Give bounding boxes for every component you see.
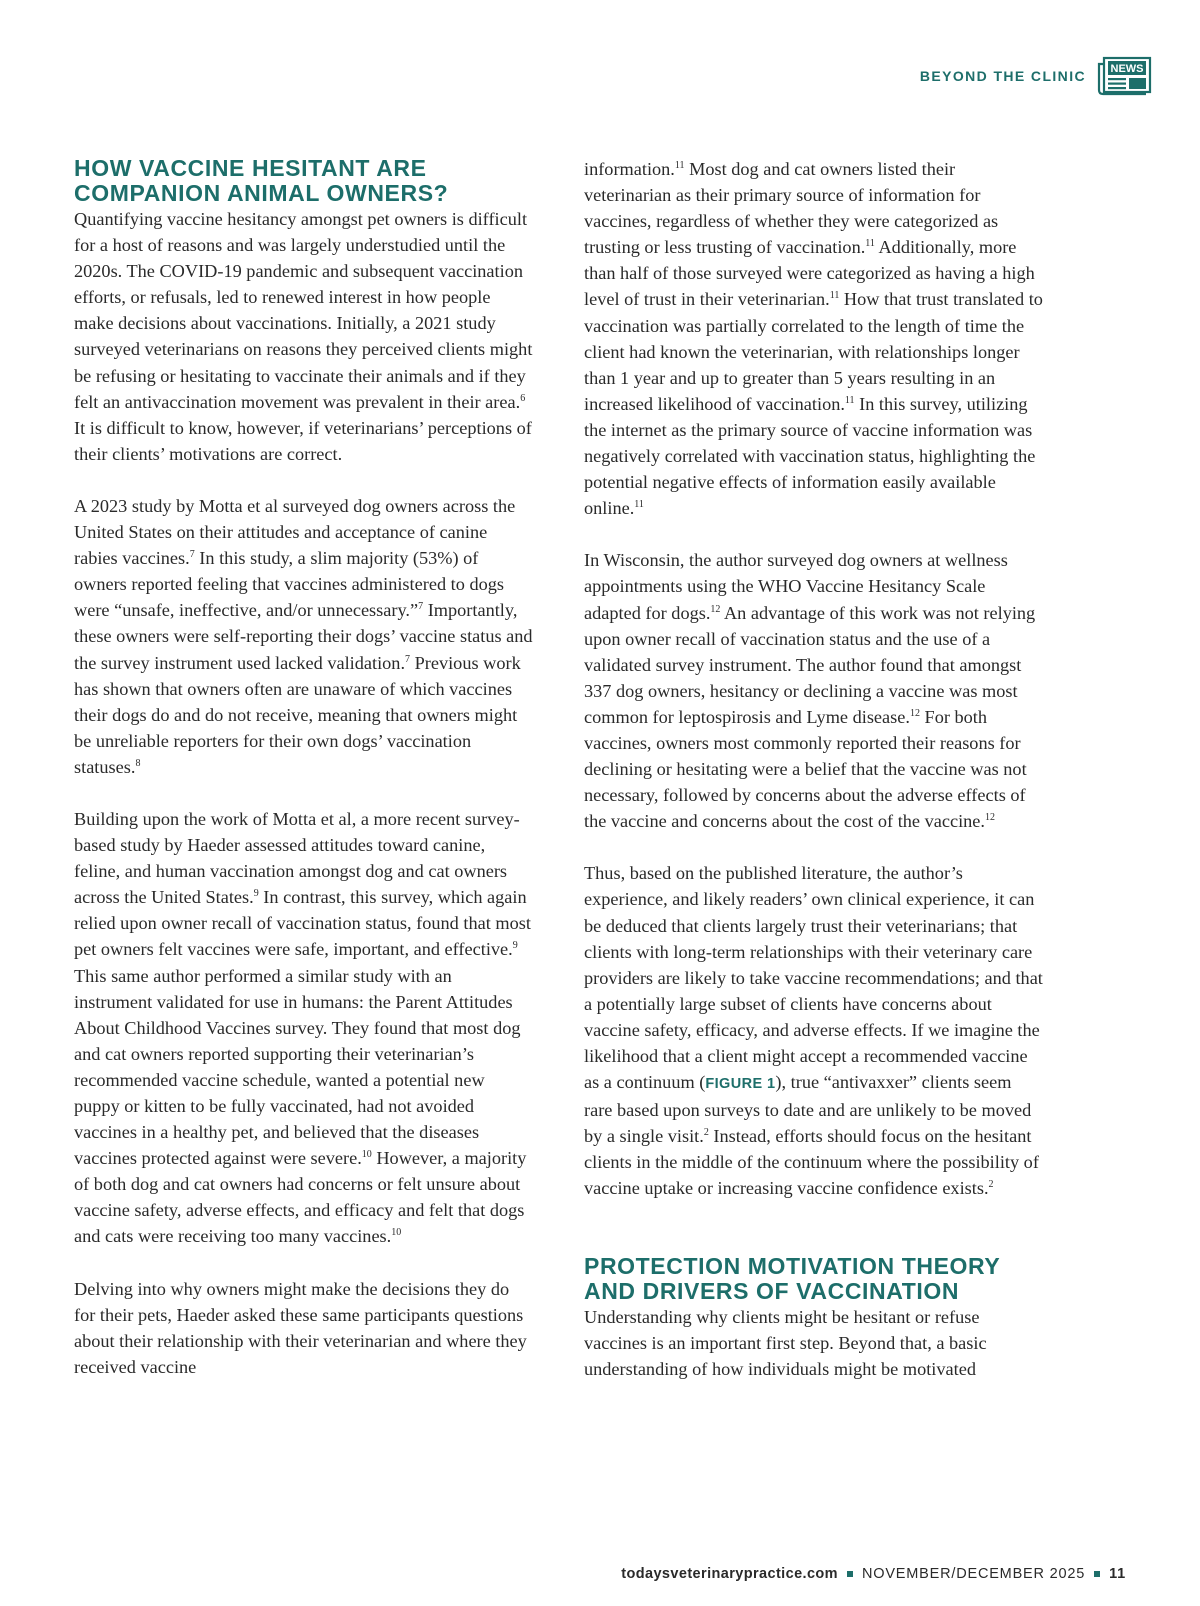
reference-marker: 9 — [253, 888, 259, 900]
right-column — [584, 156, 1044, 1382]
paragraph: Thus, based on the published literature, the author’s experience, and likely readers’ own clinical experience, it can be deduced that clients largely trust their veterinarians; that clients with long-term relationships with their veterinary care providers are likely to take vaccine recommendations; and that a potentially large subset of clients have concerns about vaccine safety, efficacy, and adverse effects. If we imagine the likelihood that a client might accept a recommended vaccine as a continuum (FIGURE 1), true “antivaxxer” clients seem rare based upon surveys to date and are unlikely to be moved by a single visit.$^2$ Instead, efforts should focus on the hesitant clients in the middle of the continuum where the possibility of vaccine uptake or increasing vaccine confidence exists.$^2$ — [584, 863, 1043, 1199]
section-heading-vaccine-hesitancy: HOW VACCINE HESITANT ARE COMPANION ANIMAL OWNERS? — [74, 155, 449, 206]
reference-marker: 12 — [710, 603, 721, 615]
news-icon — [1096, 56, 1152, 96]
section-label: BEYOND THE CLINIC — [919, 68, 1086, 84]
reference-marker: 11 — [865, 238, 875, 250]
reference-marker: 11 — [674, 160, 685, 171]
reference-marker: 7 — [405, 653, 411, 665]
reference-marker: 2 — [703, 1127, 709, 1139]
reference-marker: 12 — [985, 812, 995, 824]
news-icon-label: NEWS — [1110, 63, 1144, 75]
footer-website: todaysveterinarypractice.com — [621, 1566, 838, 1582]
paragraph: Quantifying vaccine hesitancy amongst pet owners is difficult for a host of reasons and was largely understudied until the 2020s. The COVID-19 pandemic and subsequent vaccination efforts, or refusals, led to renewed interest in how people make decisions about vaccinations. Initially, a 2021 study surveyed veterinarians on reasons they perceived clients might be refusing or hesitating to vaccinate their animals and if they felt an antivaccination movement was prevalent in their area.$^6$ It is difficult to know, however, if veterinarians’ perceptions of their clients’ motivations are correct. — [74, 209, 533, 464]
page-number: 11 — [1109, 1566, 1126, 1582]
reference-marker: 7 — [418, 601, 424, 613]
reference-marker: 2 — [988, 1179, 994, 1191]
reference-marker: 11 — [634, 499, 644, 511]
left-column — [74, 156, 534, 1380]
paragraph: Building upon the work of Motta et al, a more recent survey-based study by Haeder assessed attitudes toward canine, feline, and human vaccination amongst dog and cat owners across the United States.$^9$ In contrast, this survey, which again relied upon owner recall of vaccination status, found that most pet owners felt vaccines were safe, important, and effective.$^9$ This same author performed a similar study with an instrument validated for use in humans: the Parent Attitudes About Childhood Vaccines survey. They found that most dog and cat owners reported supporting their veterinarian’s recommended vaccine schedule, wanted a potential new puppy or kitten to be fully vaccinated, had not avoided vaccines in a healthy pet, and believed that the diseases vaccines protected against were severe.$^{10}$ However, a majority of both dog and cat owners had concerns or felt unsure about vaccine safety, adverse effects, and efficacy and felt that dogs and cats were receiving too many vaccines.$^{10}$ — [74, 808, 531, 1247]
footer-issue: NOVEMBER/DECEMBER 2025 — [861, 1566, 1086, 1582]
paragraph: In Wisconsin, the author surveyed dog owners at wellness appointments using the WHO Vaccine Hesitancy Scale adapted for dogs.$^{12}$ An advantage of this work was not relying upon owner recall of vaccination status and the use of a validated survey instrument. The author found that amongst 337 dog owners, hesitancy or declining a vaccine was most common for leptospirosis and Lyme disease.$^{12}$ For both vaccines, owners most commonly reported their reasons for declining or hesitating were a belief that the vaccine was not necessary, followed by concerns about the adverse effects of the vaccine and concerns about the cost of the vaccine.$^{12}$ — [584, 550, 1036, 832]
reference-marker: 7 — [189, 549, 195, 561]
reference-marker: 12 — [909, 707, 920, 719]
reference-marker: 10 — [391, 1227, 402, 1239]
figure-reference-link[interactable]: FIGURE 1 — [705, 1076, 776, 1093]
paragraph: A 2023 study by Motta et al surveyed dog owners across the United States on their attitudes and acceptance of canine rabies vaccines.$^7$ In this study, a slim majority (53%) of owners reported feeling that vaccines administered to dogs were “unsafe, ineffective, and/or unnecessary.”$^7$ Importantly, these owners were self-reporting their dogs’ vaccine status and the survey instrument used lacked validation.$^7$ Previous work has shown that owners often are unaware of which vaccines their dogs do and do not receive, meaning that owners might be unreliable reporters for their own dogs’ vaccination statuses.$^8$ — [74, 495, 533, 777]
paragraph: Understanding why clients might be hesitant or refuse vaccines is an important first step. Beyond that, a basic understanding of how individuals might be motivated — [584, 1306, 987, 1379]
reference-marker: 11 — [829, 290, 840, 302]
reference-marker: 8 — [135, 757, 141, 769]
reference-marker: 9 — [512, 940, 518, 952]
reference-marker: 11 — [844, 394, 855, 406]
footer-separator — [847, 1571, 853, 1577]
paragraph: information.$^{11}$ Most dog and cat owners listed their veterinarian as their primary source of information for vaccines, regardless of whether they were categorized as trusting or less trusting of vaccination.$^{11}$ Additionally, more than half of those surveyed were categorized as having a high level of trust in their veterinarian.$^{11}$ How that trust translated to vaccination was partially correlated to the length of time the client had known the veterinarian, with relationships longer than 1 year and up to greater than 5 years resulting in an increased likelihood of vaccination.$^{11}$ In this survey, utilizing the internet as the primary source of vaccine information was negatively correlated with vaccination status, highlighting the potential negative effects of information easily available online.$^{11}$ — [584, 159, 1043, 519]
reference-marker: 6 — [520, 392, 526, 404]
page-footer — [621, 1566, 1126, 1582]
footer-separator — [1094, 1571, 1100, 1577]
paragraph: Delving into why owners might make the decisions they do for their pets, Haeder asked these same participants questions about their relationship with their veterinarian and where they received vaccine — [74, 1278, 527, 1377]
section-heading-protection-motivation: PROTECTION MOTIVATION THEORY AND DRIVERS OF VACCINATION — [584, 1252, 1000, 1304]
page-header — [920, 56, 1152, 96]
reference-marker: 10 — [361, 1149, 372, 1161]
